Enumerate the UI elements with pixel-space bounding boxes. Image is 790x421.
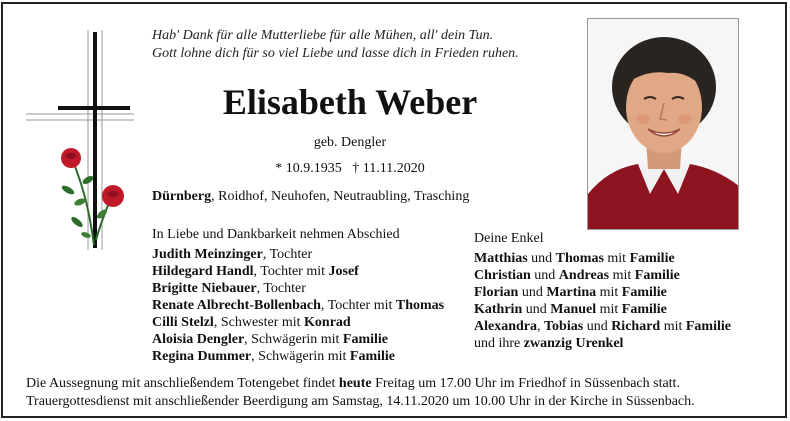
grandchild-row xyxy=(474,250,731,267)
bold-text: Alexandra xyxy=(474,319,537,334)
text: , Schwägerin mit xyxy=(244,332,343,347)
grandchild-row xyxy=(474,267,731,284)
bold-text: Florian xyxy=(474,285,519,300)
text: und ihre xyxy=(474,336,524,351)
bold-text: Regina Dummer xyxy=(152,349,252,364)
text: , Tochter mit xyxy=(253,264,329,279)
grandchild-row xyxy=(474,318,731,335)
grandchild-row xyxy=(474,284,731,301)
bold-text: Renate Albrecht-Bollenbach xyxy=(152,298,321,313)
bold-text: Matthias xyxy=(474,251,528,266)
verse-line: Hab' Dank für alle Mutterliebe für alle Mühen, all' dein Tun. xyxy=(152,28,494,43)
text: und xyxy=(522,302,551,317)
grandchildren-list xyxy=(474,230,731,352)
places-rest: , Roidhof, Neuhofen, Neutraubling, Trasching xyxy=(211,189,470,204)
mourner-row xyxy=(152,331,444,348)
bold-text: Brigitte Niebauer xyxy=(152,281,257,296)
grandchild-row xyxy=(474,301,731,318)
verse xyxy=(152,27,519,63)
places xyxy=(152,189,469,205)
bold-text: Hildegard Handl xyxy=(152,264,254,279)
bold-text: Aloisia Dengler xyxy=(152,332,245,347)
bold-text: Familie xyxy=(349,349,396,364)
text: und xyxy=(527,251,556,266)
bold-text: Familie xyxy=(621,302,667,317)
bold-text: Familie xyxy=(634,268,680,283)
deceased-name: Elisabeth Weber xyxy=(222,82,478,122)
bold-text: heute xyxy=(338,376,372,391)
mourners-list xyxy=(152,226,444,365)
bold-text: Christian xyxy=(474,268,531,283)
mourner-row xyxy=(152,297,444,314)
bold-text: Martina xyxy=(546,285,597,300)
text: , Schwägerin mit xyxy=(251,349,350,364)
maiden-name: geb. Dengler xyxy=(313,135,387,150)
mourners-heading: In Liebe und Dankbarkeit nehmen Abschied xyxy=(152,227,400,242)
places-bold: Dürnberg xyxy=(152,189,212,204)
mourner-row xyxy=(152,348,444,365)
grandchildren-heading: Deine Enkel xyxy=(474,231,544,246)
bold-text: Judith Meinzinger xyxy=(152,247,263,262)
bold-text: Andreas xyxy=(558,268,610,283)
text: und xyxy=(583,319,612,334)
service-line xyxy=(26,393,695,411)
life-dates: * 10.9.1935 † 11.11.2020 xyxy=(275,161,425,176)
text: mit xyxy=(596,302,622,317)
bold-text: Familie xyxy=(685,319,731,334)
service-info xyxy=(26,375,695,411)
portrait-image xyxy=(588,19,739,230)
bold-text: Richard xyxy=(611,319,661,334)
text: , xyxy=(537,319,544,334)
mourner-row xyxy=(152,314,444,331)
text: und xyxy=(518,285,547,300)
text: , Schwester mit xyxy=(213,315,305,330)
text: , Tochter xyxy=(256,281,306,296)
bold-text: zwanzig Urenkel xyxy=(523,336,624,351)
bold-text: Cilli Stelzl xyxy=(152,315,214,330)
text: und xyxy=(530,268,559,283)
portrait-photo xyxy=(587,18,739,230)
text: Die Aussegnung mit anschließendem Totengebet findet xyxy=(26,376,339,391)
text: mit xyxy=(660,319,686,334)
text: mit xyxy=(596,285,622,300)
bold-text: Thomas xyxy=(555,251,604,266)
bold-text: Familie xyxy=(621,285,667,300)
mourner-row xyxy=(152,280,444,297)
bold-text: Thomas xyxy=(395,298,445,313)
bold-text: Josef xyxy=(328,264,359,279)
bold-text: Familie xyxy=(342,332,389,347)
text: , Tochter mit xyxy=(320,298,396,313)
bold-text: Familie xyxy=(629,251,675,266)
bold-text: Kathrin xyxy=(474,302,523,317)
mourner-row xyxy=(152,246,444,263)
text: mit xyxy=(609,268,635,283)
bold-text: Manuel xyxy=(550,302,597,317)
bold-text: Tobias xyxy=(544,319,584,334)
text: Trauergottesdienst mit anschließender Beerdigung am Samstag, 14.11.2020 um 10.00 Uhr in der Kirche in Süssenbach. xyxy=(26,394,695,409)
text: , Tochter xyxy=(262,247,313,262)
verse-line: Gott lohne dich für so viel Liebe und lasse dich in Frieden ruhen. xyxy=(152,46,519,61)
cross-with-roses-icon xyxy=(22,30,152,260)
bold-text: Konrad xyxy=(304,315,351,330)
text: Freitag um 17.00 Uhr im Friedhof in Süssenbach statt. xyxy=(371,376,680,391)
grandchild-row xyxy=(474,335,731,352)
text: mit xyxy=(603,251,630,266)
service-line xyxy=(26,375,695,393)
mourner-row xyxy=(152,263,444,280)
